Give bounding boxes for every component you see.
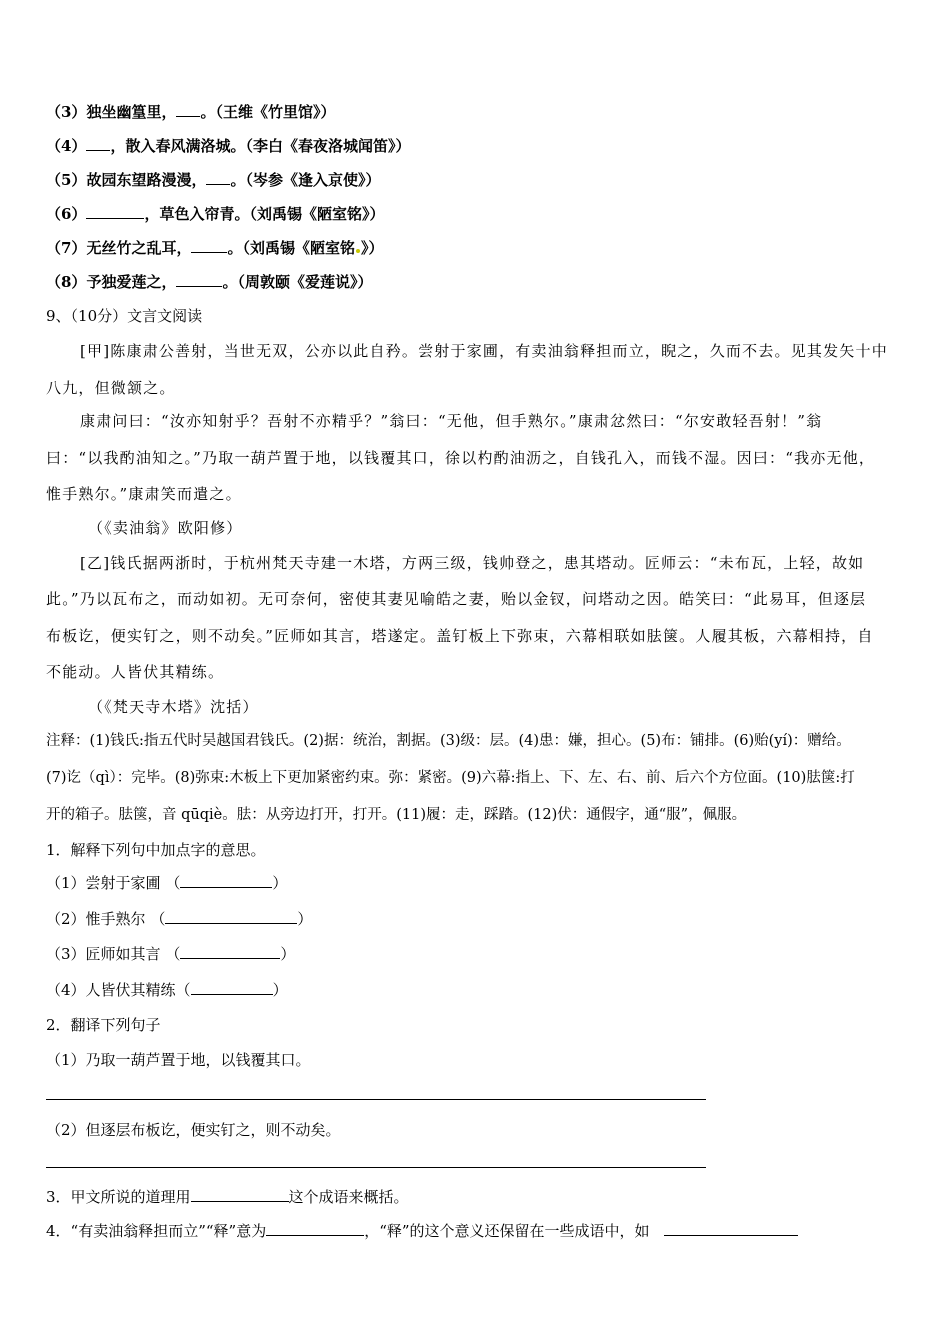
passage-jia-line: [甲]陈康肃公善射，当世无双，公亦以此自矜。尝射于家圃，有卖油翁释担而立，睨之，久而不去。见其发矢十中 [80, 342, 888, 360]
item-text: 人皆伏其精练（ [85, 981, 191, 999]
item-text: 尝射于家圃 （ [85, 874, 181, 892]
subquestion-1-title: 1．解释下列句中加点字的意思。 [46, 841, 266, 859]
passage-jia-source: （《卖油翁》欧阳修） [88, 519, 243, 537]
subquestion-4 [46, 1221, 798, 1241]
item-number: （6） [46, 205, 87, 223]
explain-item-4 [46, 980, 288, 1000]
poem-source: 。（王维《竹里馆》） [200, 103, 336, 121]
item-text: 惟手熟尔 （ [85, 910, 166, 928]
item-text: 乃取一葫芦置于地，以钱覆其口。 [85, 1051, 311, 1069]
item-close: ） [272, 874, 288, 892]
item-number: （8） [46, 273, 87, 291]
poem-line-3 [46, 102, 335, 122]
answer-blank[interactable] [165, 909, 297, 924]
answer-blank[interactable] [176, 272, 222, 287]
annotation-line: (7)讫（qì）：完毕。(8)弥束:木板上下更加紧密约束。弥：紧密。(9)六幕:指上、下、左、右、前、后六个方位面。(10)胠箧:打 [46, 770, 855, 786]
answer-blank[interactable] [191, 238, 227, 253]
item-number: （1） [46, 1051, 86, 1069]
poem-text: 予独爱莲之， [86, 273, 177, 291]
answer-blank[interactable] [191, 980, 273, 995]
item-text: 匠师如其言 （ [85, 945, 181, 963]
poem-source: ，草色入帘青。（刘禹锡《陋室铭》） [144, 205, 385, 223]
item-number: （7） [46, 239, 87, 257]
item-number: （1） [46, 874, 86, 892]
question-text: ，“释”的这个意义还保留在一些成语中，如 [364, 1222, 650, 1240]
subquestion-3 [46, 1187, 409, 1207]
item-number: （3） [46, 103, 87, 121]
passage-jia-line: 曰：“以我酌油知之。”乃取一葫芦置于地，以钱覆其口，徐以杓酌油沥之，自钱孔入，而钱不湿。因曰：“我亦无他， [46, 449, 876, 467]
poem-line-8 [46, 272, 372, 292]
passage-yi-line: 此。”乃以瓦布之，而动如初。无可奈何，密使其妻见喻皓之妻，贻以金钗，问塔动之因。皓笑曰：“此易耳，但逐层 [46, 590, 867, 608]
explain-item-1 [46, 873, 287, 893]
answer-line[interactable] [46, 1167, 706, 1168]
answer-blank[interactable] [266, 1221, 364, 1236]
poem-text: 无丝竹之乱耳， [86, 239, 192, 257]
item-number: （3） [46, 945, 86, 963]
passage-jia-line: 惟手熟尔。”康肃笑而遣之。 [46, 485, 242, 503]
explain-item-3 [46, 944, 295, 964]
poem-text: 故园东望路漫漫， [86, 171, 207, 189]
passage-yi-line: [乙]钱氏据两浙时，于杭州梵天寺建一木塔，方两三级，钱帅登之，患其塔动。匠师云：“未布瓦，上轻，故如 [80, 554, 865, 572]
answer-line[interactable] [46, 1099, 706, 1100]
passage-jia-line: 康肃问曰：“汝亦知射乎？吾射不亦精乎？”翁曰：“无他，但手熟尔。”康肃忿然曰：“尔安敢轻吾射！”翁 [80, 412, 823, 430]
answer-blank[interactable] [191, 1187, 289, 1202]
question-text: 3．甲文所说的道理用 [46, 1188, 191, 1206]
poem-line-4 [46, 136, 410, 156]
annotation-line: 注释：(1)钱氏:指五代时吴越国君钱氏。(2)据：统治，割据。(3)级：层。(4)患：嫌，担心。(5)布：铺排。(6)贻(yí)：赠给。 [46, 733, 851, 749]
item-number: （2） [46, 910, 86, 928]
poem-line-7 [46, 238, 383, 258]
answer-blank[interactable] [86, 136, 110, 151]
item-number: （4） [46, 981, 86, 999]
poem-source: ，散入春风满洛城。（李白《春夜洛城闻笛》） [110, 137, 411, 155]
poem-source: 。（岑参《逢入京使》） [230, 171, 381, 189]
translate-item-2 [46, 1120, 341, 1140]
poem-line-6 [46, 204, 384, 224]
item-number: （4） [46, 137, 87, 155]
answer-blank[interactable] [176, 102, 200, 117]
answer-blank[interactable] [180, 944, 280, 959]
item-close: ） [297, 910, 313, 928]
item-text: 但逐层布板讫，便实钉之，则不动矣。 [85, 1121, 341, 1139]
poem-source-tail: 》） [360, 239, 384, 257]
poem-source: 。（刘禹锡《陋室铭 [227, 239, 355, 257]
decorative-dot [356, 249, 360, 253]
question-text: 这个成语来概括。 [288, 1188, 409, 1206]
poem-line-5 [46, 170, 380, 190]
item-close: ） [272, 981, 288, 999]
answer-blank[interactable] [664, 1221, 798, 1236]
explain-item-2 [46, 909, 312, 929]
passage-jia-line: 八九，但微颔之。 [46, 379, 176, 397]
poem-source: 。（周敦颐《爱莲说》） [222, 273, 373, 291]
question-text: 4．“有卖油翁释担而立”“释”意为 [46, 1222, 267, 1240]
poem-text: 独坐幽篁里， [86, 103, 177, 121]
answer-blank[interactable] [86, 204, 144, 219]
passage-yi-line: 布板讫，便实钉之，则不动矣。”匠师如其言，塔遂定。盖钉板上下弥束，六幕相联如胠箧。人履其板，六幕相持，自 [46, 627, 874, 645]
question-heading: 9、（10分）文言文阅读 [46, 307, 203, 325]
answer-blank[interactable] [180, 873, 272, 888]
answer-blank[interactable] [206, 170, 230, 185]
passage-yi-line: 不能动。人皆伏其精练。 [46, 663, 225, 681]
item-close: ） [280, 945, 296, 963]
item-number: （2） [46, 1121, 86, 1139]
annotation-line: 开的箱子。胠箧，音 qūqiè。胠：从旁边打开，打开。(11)履：走，踩踏。(12)伏：通假字，通“服”，佩服。 [46, 807, 747, 823]
item-number: （5） [46, 171, 87, 189]
translate-item-1 [46, 1050, 311, 1070]
passage-yi-source: （《梵天寺木塔》沈括） [88, 698, 259, 716]
subquestion-2-title: 2．翻译下列句子 [46, 1016, 161, 1034]
